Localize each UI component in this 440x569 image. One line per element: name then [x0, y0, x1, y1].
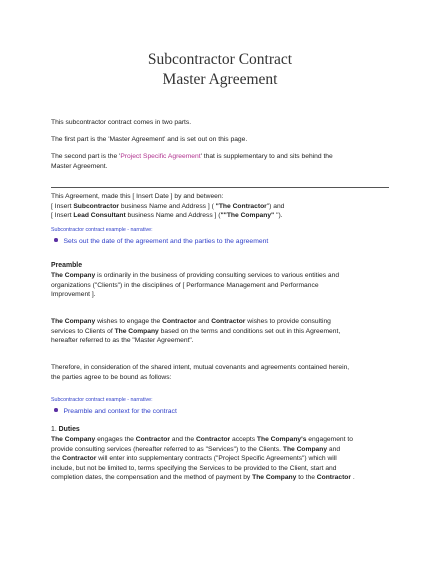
agreement-parties: This Agreement, made this [ Insert Date ] by and between: [ Insert Subcontractor business Name and Address ] ( "The Contractor") and [ Insert Lead Consultant business Name and Address ] (""The Company" ").	[51, 193, 285, 220]
title-line-1: Subcontractor Contract	[147, 51, 293, 68]
narrative-bullet-2: Preamble and context for the contract	[54, 407, 177, 416]
intro-paragraph-1: This subcontractor contract comes in two parts.	[51, 119, 192, 126]
intro-paragraph-2: The first part is the 'Master Agreement' and is set out on this page.	[51, 136, 248, 143]
project-specific-agreement-link: Project Specific Agreement	[120, 153, 201, 160]
duties-heading: 1. Duties	[51, 426, 80, 433]
document-title	[0, 50, 440, 90]
title-line-2: Master Agreement	[162, 71, 278, 88]
narrative-bullet-1: Sets out the date of the agreement and the parties to the agreement	[54, 237, 268, 246]
intro-paragraph-3: The second part is the 'Project Specific Agreement' that is supplementary to and sits behind the Master Agreement.	[51, 153, 333, 170]
section-divider	[51, 187, 389, 188]
narrative-note-1: Subcontractor contract example - narrative:	[51, 227, 153, 233]
duties-paragraph: The Company engages the Contractor and the Contractor accepts The Company's engagement to provide consulting services (hereafter referred to as "Services") to the Clients. The Company and the Contractor will enter into supplementary contracts ("Project Specific Agreements") which will include, but not be limited to, terms specifying the Services to be provided to the Client, start and completion dates, the compensation and the method of payment by The Company to the Contractor .	[51, 436, 355, 482]
narrative-note-2: Subcontractor contract example - narrative:	[51, 397, 153, 403]
preamble-paragraph-2: The Company wishes to engage the Contractor and Contractor wishes to provide consulting services to Clients of The Company based on the terms and conditions set out in this Agreement, hereafter referred to as the "Master Agreement".	[51, 318, 341, 345]
preamble-paragraph-3: Therefore, in consideration of the shared intent, mutual covenants and agreements contained herein, the parties agree to be bound as follows:	[51, 364, 350, 381]
bullet-icon	[54, 238, 58, 242]
preamble-heading: Preamble	[51, 262, 83, 269]
bullet-icon	[54, 408, 58, 412]
preamble-paragraph-1: The Company is ordinarily in the business of providing consulting services to various entities and organizations ("Clients") in the disciplines of [ Performance Management and Performance Improvement ].	[51, 272, 340, 299]
